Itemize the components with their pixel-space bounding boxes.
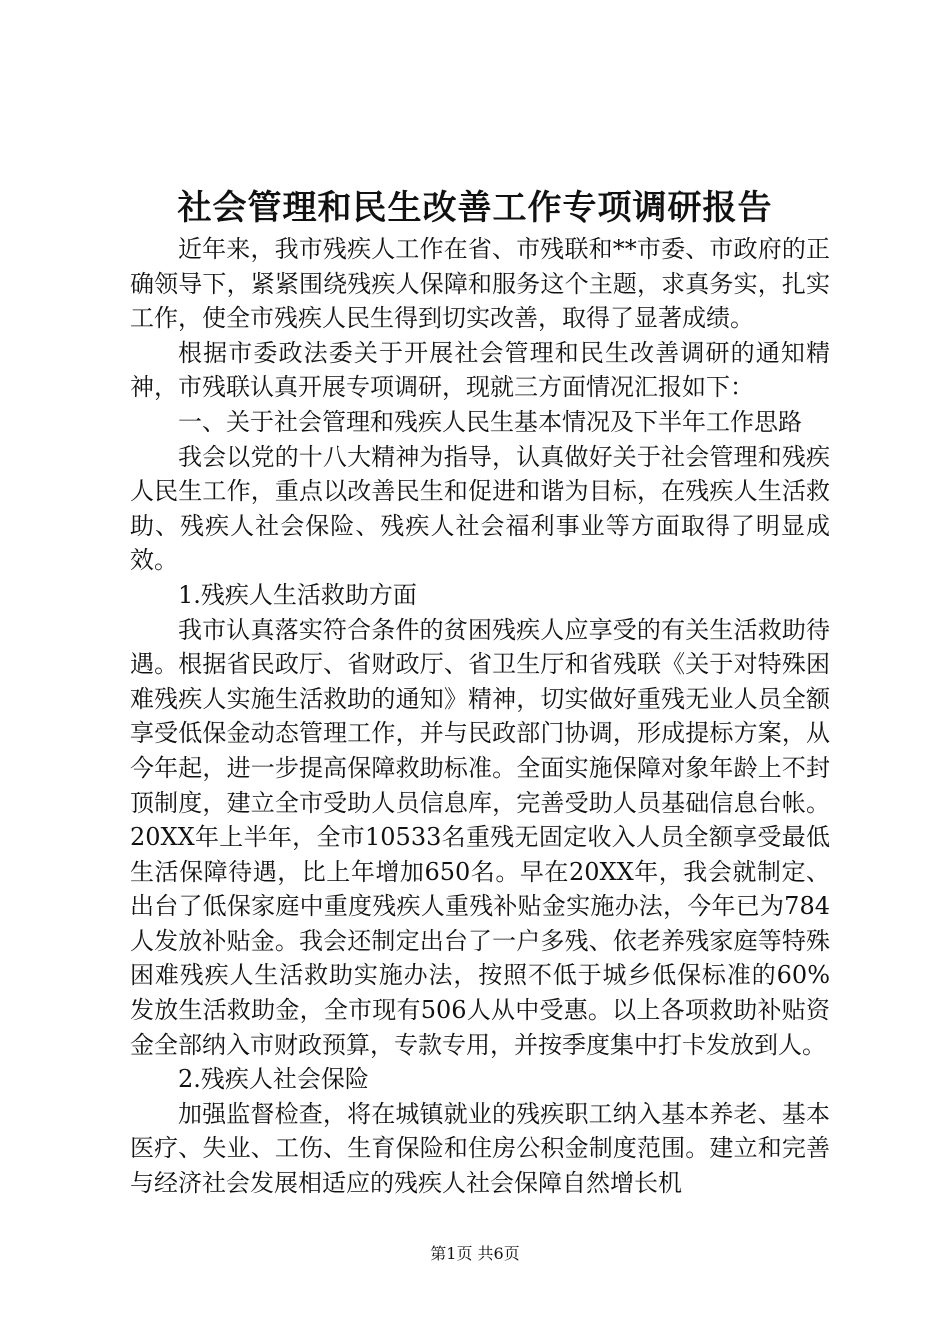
paragraph-social-insurance: 加强监督检查，将在城镇就业的残疾职工纳入基本养老、基本医疗、失业、工伤、生育保险和住房公积金制度范围。建立和完善与经济社会发展相适应的残疾人社会保障自然增长机 xyxy=(130,1099,830,1198)
document-body xyxy=(130,232,830,1201)
paragraph-intro: 近年来，我市残疾人工作在省、市残联和**市委、市政府的正确领导下，紧紧围绕残疾人保障和服务这个主题，求真务实，扎实工作，使全市残疾人民生得到切实改善，取得了显著成绩。 xyxy=(130,235,830,333)
document-title: 社会管理和民生改善工作专项调研报告 xyxy=(177,188,773,228)
subsection-heading-2: 2.残疾人社会保险 xyxy=(178,1065,369,1094)
section-heading-1: 一、关于社会管理和残疾人民生基本情况及下半年工作思路 xyxy=(178,407,802,436)
subsection-heading-1: 1.残疾人生活救助方面 xyxy=(178,580,417,609)
paragraph-living-assistance: 我市认真落实符合条件的贫困残疾人应享受的有关生活救助待遇。根据省民政厅、省财政厅、省卫生厅和省残联《关于对特殊困难残疾人实施生活救助的通知》精神，切实做好重残无业人员全额享受低保金动态管理工作，并与民政部门协调，形成提标方案，从今年起，进一步提高保障救助标准。全面实施保障对象年龄上不封顶制度，建立全市受助人员信息库，完善受助人员基础信息台帐。20XX年上半年，全市10533名重残无固定收入人员全额享受最低生活保障待遇，比上年增加650名。早在20XX年，我会就制定、出台了低保家庭中重度残疾人重残补贴金实施办法，今年已为784人发放补贴金。我会还制定出台了一户多残、依老养残家庭等特殊困难残疾人生活救助实施办法，按照不低于城乡低保标准的60%发放生活救助金，全市现有506人从中受惠。以上各项救助补贴资金全部纳入市财政预算，专款专用，并按季度集中打卡发放到人。 xyxy=(130,615,830,1059)
paragraph-summary: 我会以党的十八大精神为指导，认真做好关于社会管理和残疾人民生工作，重点以改善民生和促进和谐为目标，在残疾人生活救助、残疾人社会保险、残疾人社会福利事业等方面取得了明显成效。 xyxy=(130,442,830,575)
page-footer: 第1页 共6页 xyxy=(430,1244,520,1263)
paragraph-basis: 根据市委政法委关于开展社会管理和民生改善调研的通知精神，市残联认真开展专项调研，现就三方面情况汇报如下： xyxy=(130,338,830,402)
